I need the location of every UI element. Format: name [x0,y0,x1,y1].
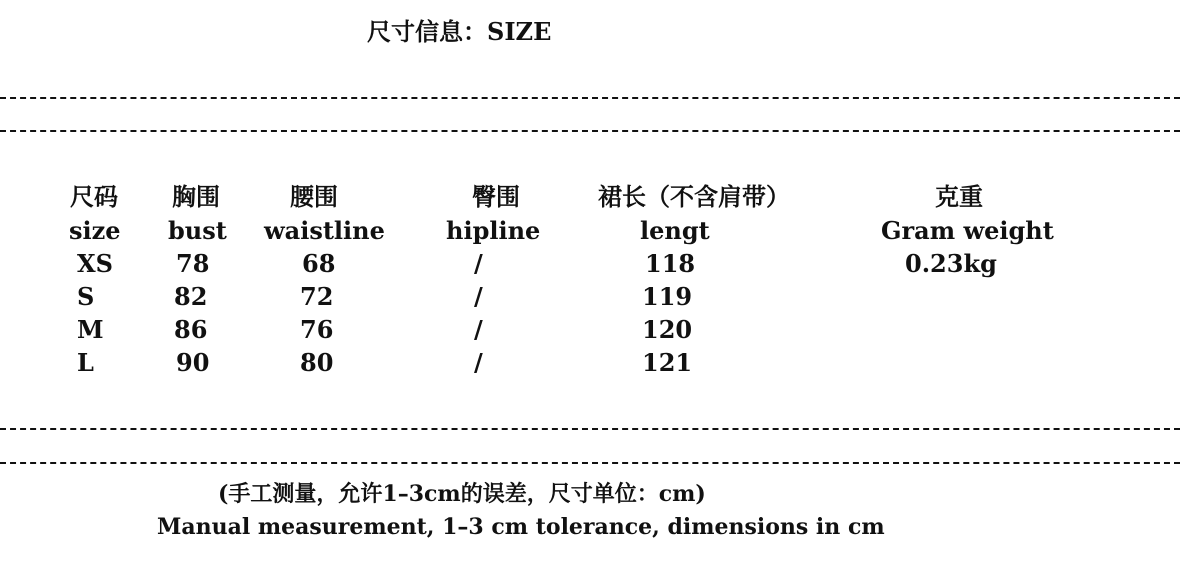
table-cell: S [77,282,95,311]
header-cn-hip: 臀围 [472,183,520,211]
header-en-bust: bust [168,216,227,245]
header-cn-bust: 胸围 [172,183,220,211]
table-cell: 76 [300,315,334,344]
measurement-note-en: Manual measurement, 1–3 cm tolerance, dimensions in cm [157,514,885,540]
header-en-weight: Gram weight [881,216,1054,245]
header-cn-waist: 腰围 [290,183,338,211]
page-title: 尺寸信息：SIZE [367,17,552,46]
header-cn-weight: 克重 [935,183,983,211]
table-cell: 118 [645,249,696,278]
header-en-length: lengt [640,216,710,245]
table-cell: / [474,249,483,278]
header-en-waist: waistline [264,216,385,245]
table-cell: 0.23kg [905,249,997,278]
table-cell: 119 [642,282,693,311]
dashed-divider [0,97,1180,99]
header-en-hip: hipline [446,216,541,245]
table-cell: L [77,348,94,377]
table-cell: 68 [302,249,336,278]
table-cell: 90 [176,348,210,377]
header-cn-size: 尺码 [70,183,118,211]
table-cell: 80 [300,348,334,377]
table-cell: 121 [642,348,693,377]
table-cell: XS [77,249,113,278]
dashed-divider [0,428,1180,430]
table-cell: / [474,282,483,311]
table-cell: 120 [642,315,693,344]
dashed-divider [0,462,1180,464]
table-cell: 78 [176,249,210,278]
header-cn-length: 裙长（不含肩带） [598,183,790,211]
table-cell: 82 [174,282,208,311]
table-cell: / [474,315,483,344]
dashed-divider [0,130,1180,132]
table-cell: M [77,315,104,344]
table-cell: 86 [174,315,208,344]
measurement-note-cn: (手工测量，允许1–3cm的误差，尺寸单位：cm) [218,481,706,507]
table-cell: 72 [300,282,334,311]
table-cell: / [474,348,483,377]
header-en-size: size [69,216,121,245]
